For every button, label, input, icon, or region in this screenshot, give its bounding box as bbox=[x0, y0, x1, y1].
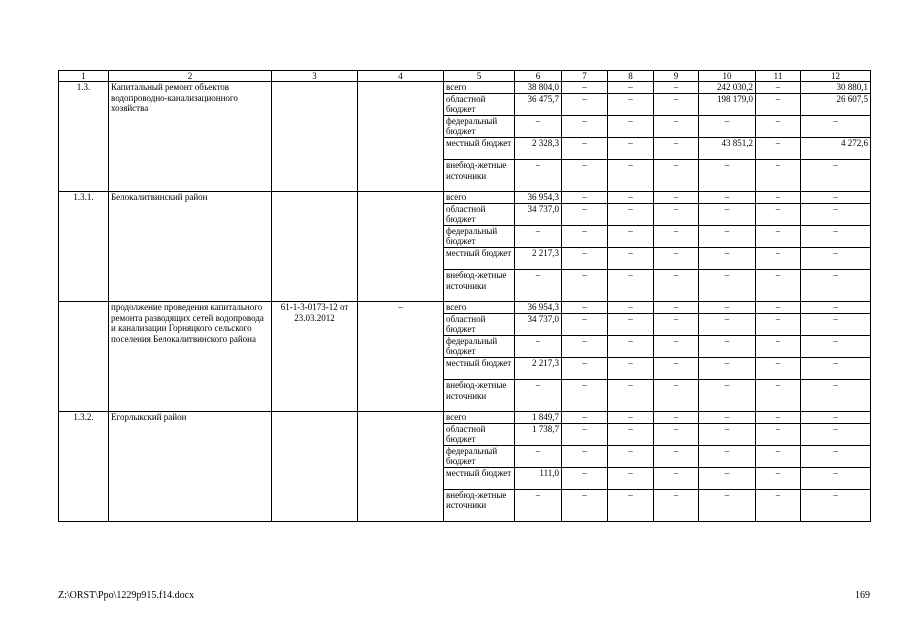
amount-cell: 2 217,3 bbox=[515, 247, 562, 269]
amount-cell: – bbox=[699, 335, 756, 357]
amount-cell: 34 737,0 bbox=[515, 313, 562, 335]
amount-cell: – bbox=[756, 313, 801, 335]
amount-cell: – bbox=[801, 225, 871, 247]
amount-cell: – bbox=[608, 269, 654, 301]
document-number bbox=[272, 82, 358, 192]
amount-cell: – bbox=[801, 191, 871, 203]
amount-cell: – bbox=[654, 379, 699, 411]
amount-cell: – bbox=[801, 423, 871, 445]
column-4-value: – bbox=[358, 301, 444, 411]
amount-cell: – bbox=[562, 269, 608, 301]
amount-cell: – bbox=[756, 357, 801, 379]
amount-cell: – bbox=[756, 489, 801, 521]
funding-source-label: областной бюджет bbox=[444, 93, 515, 115]
amount-cell: 1 738,7 bbox=[515, 423, 562, 445]
amount-cell: – bbox=[562, 467, 608, 489]
item-name: Капитальный ремонт объектов водопроводно-канализационного хозяйства bbox=[109, 82, 272, 192]
amount-cell: 36 954,3 bbox=[515, 191, 562, 203]
column-number-10: 10 bbox=[699, 71, 756, 82]
file-path: Z:\ORST\Ppo\1229p915.f14.docx bbox=[58, 590, 195, 601]
amount-cell: – bbox=[699, 467, 756, 489]
amount-cell: – bbox=[608, 335, 654, 357]
funding-source-label: федеральный бюджет bbox=[444, 115, 515, 137]
amount-cell: – bbox=[801, 159, 871, 191]
column-number-12: 12 bbox=[801, 71, 871, 82]
amount-cell: – bbox=[654, 159, 699, 191]
amount-cell: – bbox=[654, 489, 699, 521]
amount-cell: – bbox=[654, 301, 699, 313]
page-number: 169 bbox=[855, 590, 870, 601]
amount-cell: – bbox=[756, 423, 801, 445]
amount-cell: – bbox=[699, 247, 756, 269]
table-row bbox=[59, 411, 871, 423]
amount-cell: 1 849,7 bbox=[515, 411, 562, 423]
amount-cell: – bbox=[756, 467, 801, 489]
column-number-8: 8 bbox=[608, 71, 654, 82]
amount-cell: – bbox=[608, 313, 654, 335]
amount-cell: – bbox=[608, 93, 654, 115]
table-row bbox=[59, 301, 871, 313]
item-name: Белокалитвинский район bbox=[109, 191, 272, 301]
amount-cell: – bbox=[562, 379, 608, 411]
amount-cell: – bbox=[801, 247, 871, 269]
amount-cell: – bbox=[608, 159, 654, 191]
amount-cell: – bbox=[562, 93, 608, 115]
funding-source-label: местный бюджет bbox=[444, 247, 515, 269]
amount-cell: – bbox=[756, 115, 801, 137]
amount-cell: – bbox=[654, 313, 699, 335]
item-name: продолжение проведения капитального ремонта разводящих сетей водопровода и канализации Горняцкого сельского поселения Белокалитвинского района bbox=[109, 301, 272, 411]
amount-cell: – bbox=[608, 115, 654, 137]
funding-source-label: всего bbox=[444, 191, 515, 203]
amount-cell: – bbox=[699, 357, 756, 379]
funding-source-label: всего bbox=[444, 82, 515, 94]
amount-cell: – bbox=[654, 423, 699, 445]
amount-cell: – bbox=[562, 423, 608, 445]
column-number-7: 7 bbox=[562, 71, 608, 82]
amount-cell: – bbox=[515, 379, 562, 411]
amount-cell: – bbox=[562, 489, 608, 521]
amount-cell: – bbox=[515, 159, 562, 191]
amount-cell: – bbox=[654, 225, 699, 247]
document-number bbox=[272, 411, 358, 521]
item-code: 1.3. bbox=[59, 82, 109, 192]
column-4-value bbox=[358, 411, 444, 521]
amount-cell: – bbox=[608, 445, 654, 467]
amount-cell: – bbox=[608, 191, 654, 203]
amount-cell: – bbox=[515, 445, 562, 467]
amount-cell: – bbox=[699, 203, 756, 225]
amount-cell: 4 272,6 bbox=[801, 137, 871, 159]
amount-cell: – bbox=[699, 489, 756, 521]
document-number bbox=[272, 191, 358, 301]
amount-cell: – bbox=[801, 411, 871, 423]
amount-cell: – bbox=[756, 137, 801, 159]
amount-cell: – bbox=[562, 301, 608, 313]
amount-cell: 34 737,0 bbox=[515, 203, 562, 225]
funding-source-label: федеральный бюджет bbox=[444, 445, 515, 467]
amount-cell: – bbox=[756, 225, 801, 247]
amount-cell: – bbox=[654, 82, 699, 94]
amount-cell: – bbox=[608, 82, 654, 94]
column-number-3: 3 bbox=[272, 71, 358, 82]
amount-cell: – bbox=[699, 423, 756, 445]
funding-source-label: внебюд-жетные источники bbox=[444, 159, 515, 191]
amount-cell: – bbox=[562, 225, 608, 247]
amount-cell: – bbox=[654, 203, 699, 225]
amount-cell: – bbox=[608, 247, 654, 269]
amount-cell: – bbox=[801, 269, 871, 301]
amount-cell: – bbox=[756, 301, 801, 313]
table-body bbox=[59, 82, 871, 522]
amount-cell: – bbox=[756, 203, 801, 225]
funding-source-label: всего bbox=[444, 301, 515, 313]
amount-cell: – bbox=[801, 357, 871, 379]
column-number-5: 5 bbox=[444, 71, 515, 82]
amount-cell: – bbox=[515, 269, 562, 301]
amount-cell: – bbox=[756, 159, 801, 191]
amount-cell: – bbox=[756, 379, 801, 411]
funding-source-label: федеральный бюджет bbox=[444, 335, 515, 357]
amount-cell: – bbox=[608, 411, 654, 423]
column-number-1: 1 bbox=[59, 71, 109, 82]
amount-cell: – bbox=[515, 489, 562, 521]
amount-cell: – bbox=[608, 357, 654, 379]
amount-cell: – bbox=[756, 93, 801, 115]
funding-source-label: областной бюджет bbox=[444, 423, 515, 445]
amount-cell: – bbox=[562, 411, 608, 423]
amount-cell: 30 880,1 bbox=[801, 82, 871, 94]
amount-cell: – bbox=[699, 115, 756, 137]
amount-cell: – bbox=[756, 411, 801, 423]
amount-cell: 38 804,0 bbox=[515, 82, 562, 94]
amount-cell: – bbox=[515, 225, 562, 247]
amount-cell: – bbox=[515, 335, 562, 357]
amount-cell: – bbox=[699, 159, 756, 191]
amount-cell: – bbox=[654, 335, 699, 357]
amount-cell: 26 607,5 bbox=[801, 93, 871, 115]
amount-cell: – bbox=[515, 115, 562, 137]
amount-cell: – bbox=[699, 301, 756, 313]
table-row bbox=[59, 82, 871, 94]
amount-cell: – bbox=[801, 115, 871, 137]
amount-cell: – bbox=[699, 379, 756, 411]
funding-source-label: всего bbox=[444, 411, 515, 423]
amount-cell: – bbox=[562, 191, 608, 203]
amount-cell: – bbox=[699, 225, 756, 247]
column-number-row bbox=[59, 71, 871, 82]
item-code: 1.3.1. bbox=[59, 191, 109, 301]
table-row bbox=[59, 191, 871, 203]
item-code: 1.3.2. bbox=[59, 411, 109, 521]
funding-source-label: внебюд-жетные источники bbox=[444, 379, 515, 411]
amount-cell: – bbox=[801, 301, 871, 313]
amount-cell: – bbox=[654, 357, 699, 379]
amount-cell: – bbox=[608, 489, 654, 521]
amount-cell: – bbox=[801, 313, 871, 335]
amount-cell: – bbox=[801, 467, 871, 489]
column-number-6: 6 bbox=[515, 71, 562, 82]
funding-source-label: местный бюджет bbox=[444, 357, 515, 379]
amount-cell: – bbox=[562, 247, 608, 269]
item-code bbox=[59, 301, 109, 411]
amount-cell: – bbox=[699, 269, 756, 301]
financing-table bbox=[58, 70, 871, 522]
funding-source-label: внебюд-жетные источники bbox=[444, 489, 515, 521]
amount-cell: – bbox=[654, 445, 699, 467]
funding-source-label: областной бюджет bbox=[444, 203, 515, 225]
funding-source-label: областной бюджет bbox=[444, 313, 515, 335]
amount-cell: – bbox=[608, 301, 654, 313]
amount-cell: – bbox=[608, 203, 654, 225]
amount-cell: 2 217,3 bbox=[515, 357, 562, 379]
column-number-4: 4 bbox=[358, 71, 444, 82]
amount-cell: 198 179,0 bbox=[699, 93, 756, 115]
amount-cell: – bbox=[654, 467, 699, 489]
amount-cell: – bbox=[654, 247, 699, 269]
amount-cell: – bbox=[562, 445, 608, 467]
amount-cell: – bbox=[801, 379, 871, 411]
amount-cell: – bbox=[801, 203, 871, 225]
amount-cell: – bbox=[756, 445, 801, 467]
amount-cell: – bbox=[654, 269, 699, 301]
amount-cell: – bbox=[756, 269, 801, 301]
item-name: Егорлыкский район bbox=[109, 411, 272, 521]
amount-cell: – bbox=[654, 411, 699, 423]
amount-cell: – bbox=[562, 137, 608, 159]
amount-cell: – bbox=[608, 379, 654, 411]
amount-cell: – bbox=[562, 313, 608, 335]
amount-cell: – bbox=[756, 335, 801, 357]
amount-cell: – bbox=[699, 313, 756, 335]
amount-cell: – bbox=[562, 335, 608, 357]
amount-cell: 43 851,2 bbox=[699, 137, 756, 159]
amount-cell: 36 475,7 bbox=[515, 93, 562, 115]
amount-cell: – bbox=[699, 445, 756, 467]
amount-cell: – bbox=[699, 411, 756, 423]
amount-cell: – bbox=[562, 203, 608, 225]
amount-cell: – bbox=[608, 467, 654, 489]
amount-cell: – bbox=[801, 335, 871, 357]
amount-cell: – bbox=[654, 191, 699, 203]
amount-cell: – bbox=[562, 159, 608, 191]
amount-cell: – bbox=[699, 191, 756, 203]
amount-cell: – bbox=[562, 82, 608, 94]
amount-cell: – bbox=[608, 423, 654, 445]
column-4-value bbox=[358, 82, 444, 192]
amount-cell: 242 030,2 bbox=[699, 82, 756, 94]
column-number-11: 11 bbox=[756, 71, 801, 82]
document-number: 61-1-3-0173-12 от 23.03.2012 bbox=[272, 301, 358, 411]
amount-cell: – bbox=[608, 225, 654, 247]
amount-cell: – bbox=[756, 247, 801, 269]
amount-cell: – bbox=[562, 357, 608, 379]
amount-cell: 2 328,3 bbox=[515, 137, 562, 159]
funding-source-label: внебюд-жетные источники bbox=[444, 269, 515, 301]
amount-cell: – bbox=[756, 82, 801, 94]
table-header bbox=[59, 71, 871, 82]
amount-cell: – bbox=[801, 445, 871, 467]
amount-cell: – bbox=[654, 115, 699, 137]
funding-source-label: федеральный бюджет bbox=[444, 225, 515, 247]
amount-cell: – bbox=[608, 137, 654, 159]
column-number-9: 9 bbox=[654, 71, 699, 82]
amount-cell: 36 954,3 bbox=[515, 301, 562, 313]
amount-cell: – bbox=[654, 137, 699, 159]
column-number-2: 2 bbox=[109, 71, 272, 82]
amount-cell: – bbox=[801, 489, 871, 521]
funding-source-label: местный бюджет bbox=[444, 137, 515, 159]
funding-source-label: местный бюджет bbox=[444, 467, 515, 489]
amount-cell: – bbox=[562, 115, 608, 137]
amount-cell: – bbox=[756, 191, 801, 203]
column-4-value bbox=[358, 191, 444, 301]
amount-cell: 111,0 bbox=[515, 467, 562, 489]
amount-cell: – bbox=[654, 93, 699, 115]
